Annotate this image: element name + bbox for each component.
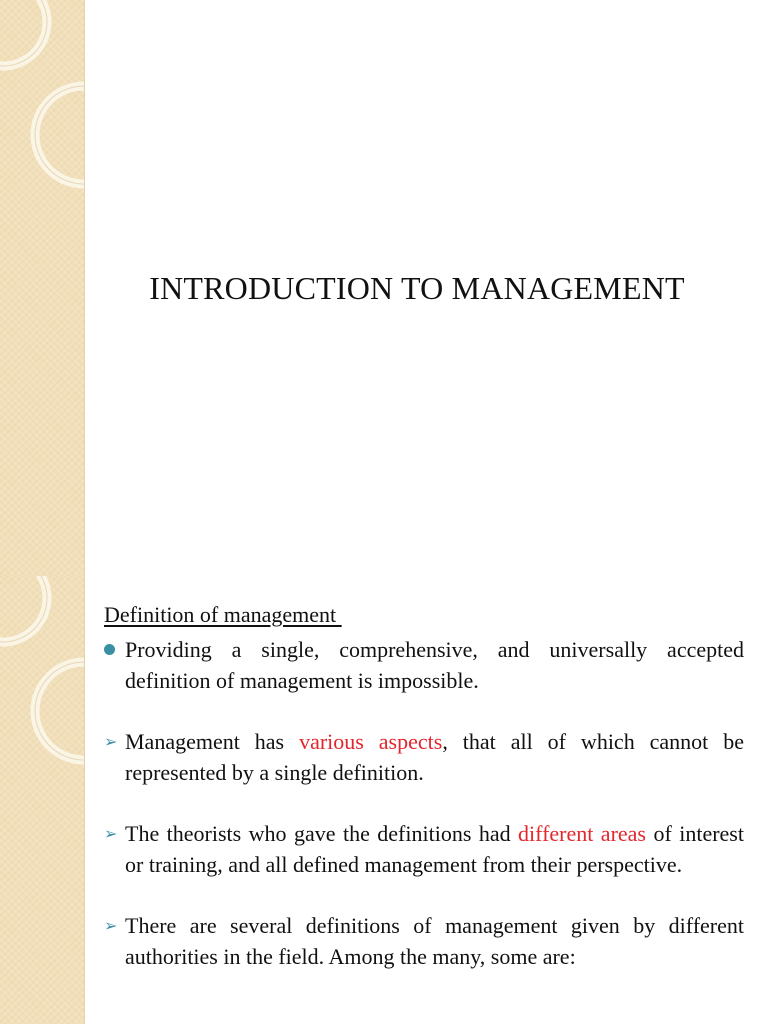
bullet-text: of interest or training, and all defined management from their perspective.	[125, 821, 744, 877]
list-item	[104, 634, 744, 696]
list-item	[104, 910, 744, 972]
decorative-sidebar	[0, 576, 85, 1024]
page-title: INTRODUCTION TO MANAGEMENT	[149, 270, 685, 306]
arrow-bullet-icon: ➢	[104, 826, 118, 843]
bullet-text: There are several definitions of management given by different authorities in the field. Among the many, some are:	[125, 913, 744, 969]
round-bullet-icon	[104, 644, 115, 655]
highlighted-term: various aspects	[299, 729, 443, 754]
section-heading: Definition of management	[104, 602, 342, 627]
bullet-text: Management has	[125, 729, 300, 754]
bullet-text: The theorists who gave the definitions had	[125, 821, 519, 846]
bullet-list	[104, 634, 744, 1002]
ring-ornament-icon	[0, 576, 84, 1024]
highlighted-term: different areas	[518, 821, 646, 846]
bullet-text: , that all of which cannot be represented by a single definition.	[125, 729, 745, 785]
arrow-bullet-icon: ➢	[104, 918, 118, 935]
slide-definition	[0, 576, 768, 1024]
arrow-bullet-icon: ➢	[104, 734, 118, 751]
list-item	[104, 726, 744, 788]
list-item	[104, 818, 744, 880]
bullet-text: Providing a single, comprehensive, and universally accepted definition of management is impossible.	[125, 637, 744, 693]
ring-ornament-icon	[0, 0, 84, 576]
decorative-sidebar	[0, 0, 85, 576]
